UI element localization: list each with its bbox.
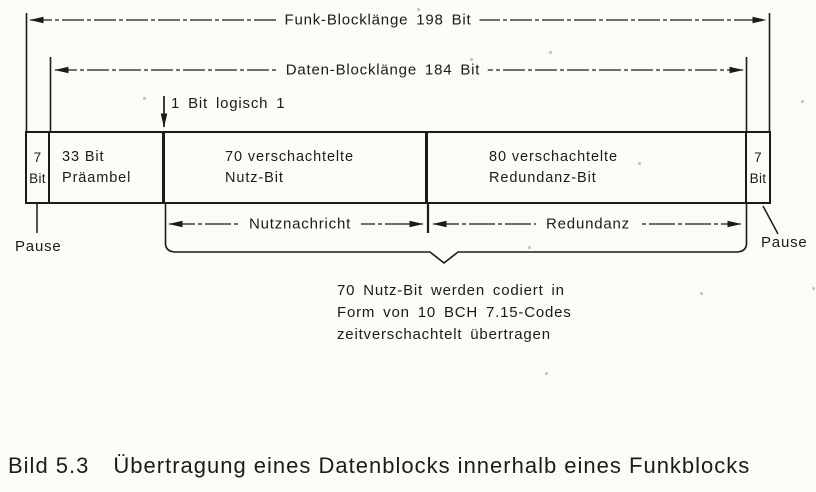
cell-line: 7 [754,149,762,165]
figure-caption [8,453,750,479]
cell-line: Bit [749,170,767,186]
bar-cell-praeambel [50,133,165,202]
scan-speckle [545,372,548,375]
figure-caption-number: Bild 5.3 [8,453,90,478]
cell-line: Bit [29,170,46,186]
brace-note [337,280,572,346]
cell-line: Redundanz-Bit [489,169,597,186]
scan-speckle [638,162,641,165]
scan-speckle [700,292,703,295]
bar-cell-nutz-bit [165,133,428,202]
cell-line: Präambel [62,169,132,186]
brace-note-line: Form von 10 BCH 7.15-Codes [337,304,572,321]
funk-block-dimension-label: Funk-Blocklänge 198 Bit [277,12,480,29]
redundanz-label: Redundanz [536,216,640,233]
daten-block-dimension-label: Daten-Blocklänge 184 Bit [278,62,488,79]
bar-cell-pause-right [747,133,769,202]
cell-line: Nutz-Bit [225,169,284,186]
brace-note-line: zeitverschachtelt übertragen [337,326,551,343]
brace [166,204,747,263]
cell-line: 33 Bit [62,148,105,165]
nutznachricht-label: Nutznachricht [239,216,361,233]
bit-marker-label: 1 Bit logisch 1 [171,95,286,112]
scan-speckle [528,246,531,249]
bar-cell-pause-left [27,133,50,202]
cell-line: 70 verschachtelte [225,148,354,165]
scan-speckle [812,287,815,290]
cell-line: 80 verschachtelte [489,148,618,165]
pause-left-label: Pause [15,238,62,255]
brace-note-line: 70 Nutz-Bit werden codiert in [337,282,565,299]
pause-right-label: Pause [761,234,808,251]
scan-speckle [470,58,473,61]
scan-speckle [801,100,804,103]
pause-right-leader [763,206,778,234]
figure-caption-text: Übertragung eines Datenblocks innerhalb eines Funkblocks [113,453,751,478]
scan-speckle [143,97,146,100]
scan-speckle [549,51,552,54]
scan-speckle [417,8,420,11]
bit-bar [25,131,771,204]
bar-cell-redundanz-bit [428,133,747,202]
cell-line: 7 [33,149,42,165]
